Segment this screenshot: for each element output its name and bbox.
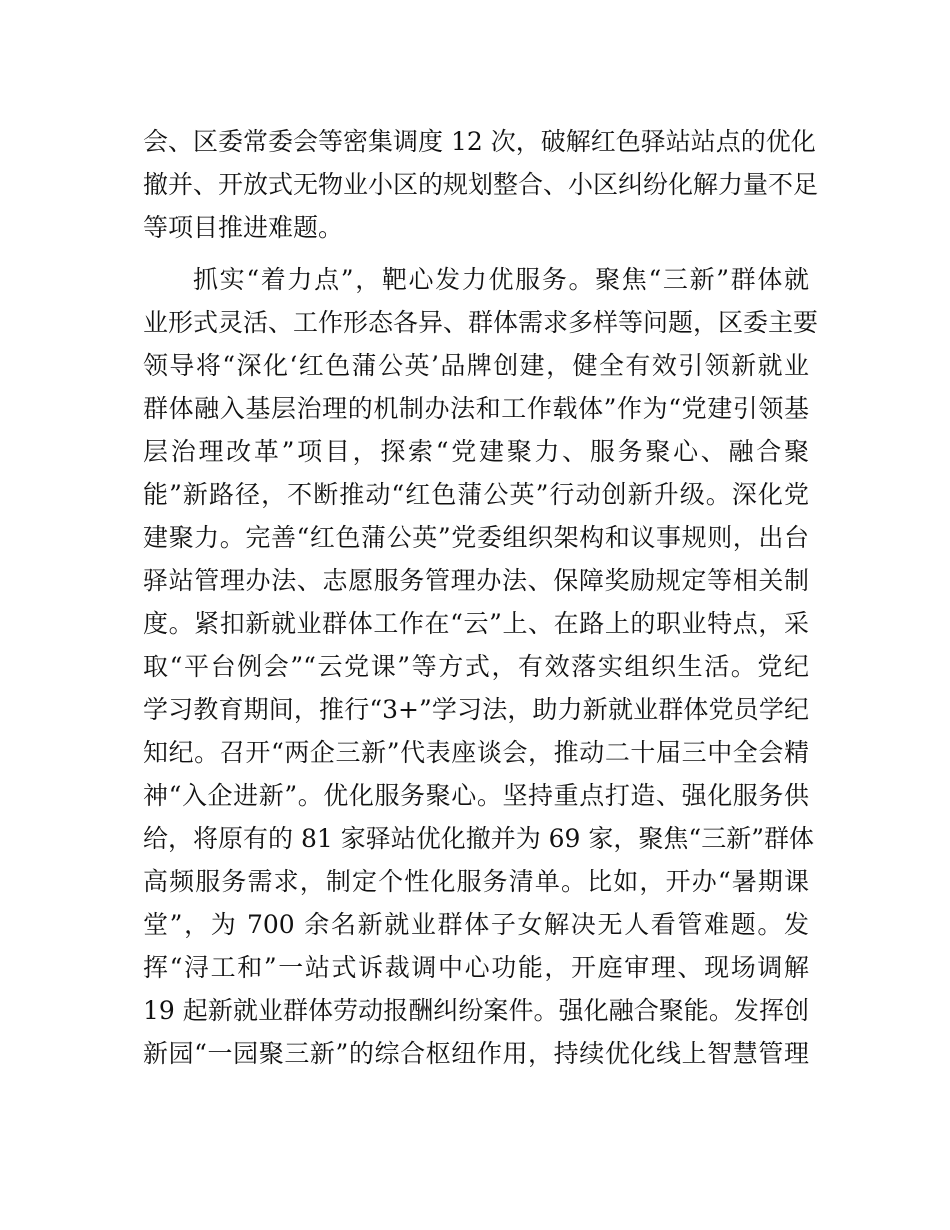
paragraph-2-line-5: 层治理改革”项目，探索“党建聚力、服务聚心、融合聚 — [143, 437, 809, 466]
paragraph-2-line-10: 取“平台例会”“云党课”等方式，有效落实组织生活。党纪 — [143, 652, 809, 681]
paragraph-1-line-2: 撤并、开放式无物业小区的规划整合、小区纠纷化解力量不足 — [143, 170, 819, 199]
paragraph-2-line-7: 建聚力。完善“红色蒲公英”党委组织架构和议事规则，出台 — [143, 523, 809, 552]
paragraph-2-line-13: 神“入企进新”。优化服务聚心。坚持重点打造、强化服务供 — [143, 781, 809, 810]
paragraph-2-line-6: 能”新路径，不断推动“红色蒲公英”行动创新升级。深化党 — [143, 480, 809, 509]
paragraph-1-line-1: 会、区委常委会等密集调度 12 次，破解红色驿站站点的优化 — [143, 127, 816, 156]
paragraph-2-line-11: 学习教育期间，推行“3+”学习法，助力新就业群体党员学纪 — [143, 695, 809, 724]
paragraph-2-line-12: 知纪。召开“两企三新”代表座谈会，推动二十届三中全会精 — [143, 738, 809, 767]
paragraph-2-line-19: 新园“一园聚三新”的综合枢纽作用，持续优化线上智慧管理 — [143, 1039, 809, 1068]
paragraph-2-line-9: 度。紧扣新就业群体工作在“云”上、在路上的职业特点，采 — [143, 609, 809, 638]
paragraph-2-line-16: 堂”，为 700 余名新就业群体子女解决无人看管难题。发 — [143, 910, 809, 939]
paragraph-2-line-17: 挥“浔工和”一站式诉裁调中心功能，开庭审理、现场调解 — [143, 953, 809, 982]
paragraph-2-line-14: 给，将原有的 81 家驿站优化撤并为 69 家，聚焦“三新”群体 — [143, 824, 814, 853]
paragraph-2-line-4: 群体融入基层治理的机制办法和工作载体”作为“党建引领基 — [143, 394, 809, 423]
paragraph-2-line-18: 19 起新就业群体劳动报酬纠纷案件。强化融合聚能。发挥创 — [143, 996, 809, 1025]
paragraph-2-line-8: 驿站管理办法、志愿服务管理办法、保障奖励规定等相关制 — [143, 566, 809, 595]
paragraph-2-line-2: 业形式灵活、工作形态各异、群体需求多样等问题，区委主要 — [143, 308, 819, 337]
paragraph-1-line-3: 等项目推进难题。 — [143, 213, 344, 242]
paragraph-2-line-1: 抓实“着力点”，靶心发力优服务。聚焦“三新”群体就 — [193, 265, 809, 294]
paragraph-2-line-15: 高频服务需求，制定个性化服务清单。比如，开办“暑期课 — [143, 867, 809, 896]
paragraph-2-line-3: 领导将“深化‘红色蒲公英’品牌创建，健全有效引领新就业 — [143, 351, 809, 380]
